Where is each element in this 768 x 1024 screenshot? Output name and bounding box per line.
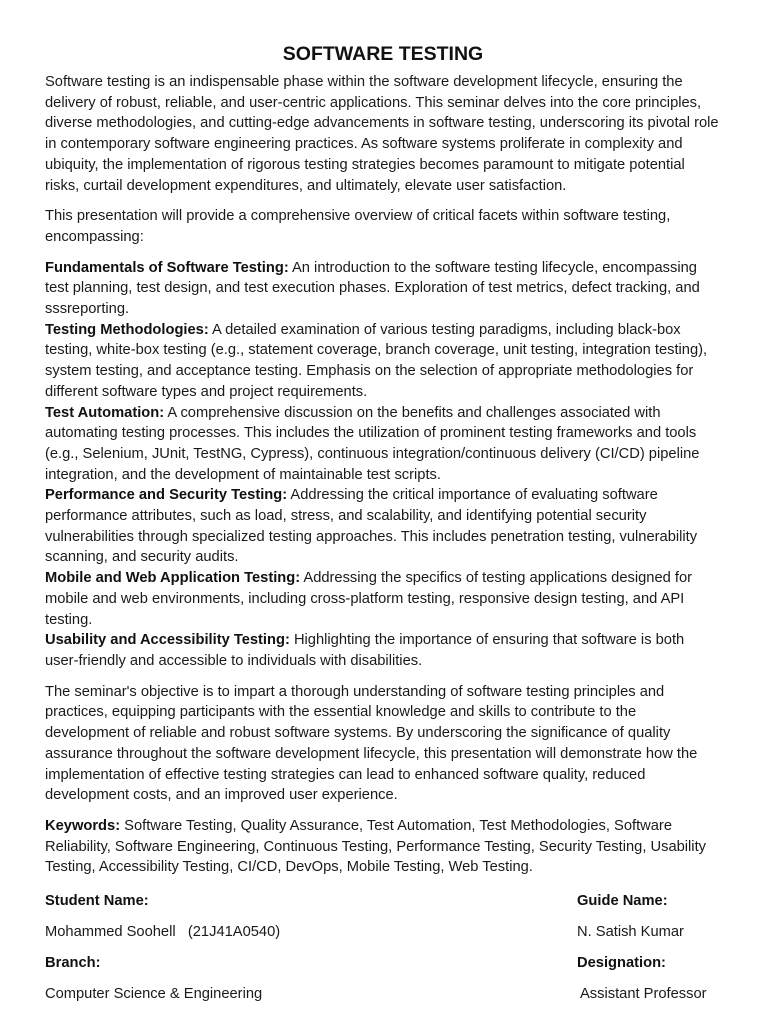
topic-heading: Mobile and Web Application Testing: xyxy=(45,570,301,587)
branch-value: Computer Science & Engineering xyxy=(45,986,263,1002)
topic-text: Addressing the specifics of testing applications designed for mobile and web environments, including cross-platform testing, responsive design testing, and API testing. xyxy=(45,570,693,628)
guide-name-value: N. Satish Kumar xyxy=(577,924,684,940)
topic-text: A detailed examination of various testing paradigms, including black-box testing, white-box testing (e.g., statement coverage, branch coverage, unit testing, integration testing), system testing, and acceptance testing. Emphasis on the selection of appropriate methodologies for different software types and project requirements. xyxy=(45,321,708,400)
topic-heading: Test Automation: xyxy=(45,404,165,421)
topic-item xyxy=(45,568,721,630)
student-name-value: Mohammed Soohell (21J41A0540) xyxy=(45,924,281,940)
topic-text: An introduction to the software testing lifecycle, encompassing test planning, test design, and test execution phases. Exploration of test metrics, defect tracking, and sssreporting. xyxy=(45,259,700,318)
designation-label: Designation: xyxy=(577,955,666,971)
student-name-label: Student Name: xyxy=(45,893,149,909)
topic-text: A comprehensive discussion on the benefits and challenges associated with automating testing processes. This includes the utilization of prominent testing frameworks and tools (e.g., Selenium, JUnit, TestNG, Cypress), continuous integration/continuous delivery (CI/CD) pipeline integration, and the development of maintainable test scripts. xyxy=(45,404,700,483)
topic-item xyxy=(45,403,721,486)
document-title: SOFTWARE TESTING xyxy=(282,43,484,65)
keywords-text: Software Testing, Quality Assurance, Test Automation, Test Methodologies, Software Reliability, Software Engineering, Continuous Testing, Performance Testing, Security Testing, Usability Testing, Accessibility Testing, CI/CD, DevOps, Mobile Testing, Web Testing. xyxy=(45,817,706,876)
topic-heading: Usability and Accessibility Testing: xyxy=(45,632,290,649)
topic-text: Highlighting the importance of ensuring that software is both user-friendly and accessible to individuals with disabilities. xyxy=(45,632,685,669)
topic-item xyxy=(45,258,721,320)
objective-paragraph: The seminar's objective is to impart a thorough understanding of software testing principles and practices, equipping participants with the essential knowledge and skills to contribute to the development of reliable and robust software systems. By underscoring the significance of quality assurance throughout the software development lifecycle, this presentation will demonstrate how the implementation of effective testing strategies can lead to enhanced software quality, reduced development costs, and an improved user experience. xyxy=(45,683,698,804)
keywords-label: Keywords: xyxy=(45,817,121,834)
document-body xyxy=(45,40,721,888)
topic-text: Addressing the critical importance of evaluating software performance attributes, such as load, stress, and scalability, and identifying potential security vulnerabilities through specialized testing approaches. This includes penetration testing, vulnerability scanning, and security audits. xyxy=(45,487,698,566)
intro-paragraph: Software testing is an indispensable phase within the software development lifecycle, ensuring the delivery of robust, reliable, and user-centric applications. This seminar delves into the core principles, diverse methodologies, and cutting-edge advancements in software testing, underscoring its pivotal role in contemporary software engineering practices. As software systems proliferate in complexity and ubiquity, the implementation of rigorous testing strategies becomes paramount to mitigate potential risks, curtail development expenditures, and ultimately, elevate user satisfaction. xyxy=(45,74,719,194)
guide-name-label: Guide Name: xyxy=(577,893,668,909)
topic-heading: Testing Methodologies: xyxy=(45,321,209,338)
topic-heading: Performance and Security Testing: xyxy=(45,487,288,504)
overview-paragraph: This presentation will provide a comprehensive overview of critical facets within software testing, encompassing: xyxy=(45,208,671,245)
topic-item xyxy=(45,320,721,403)
topic-item xyxy=(45,485,721,568)
topic-list xyxy=(45,258,721,672)
designation-value: Assistant Professor xyxy=(580,986,707,1002)
topic-item xyxy=(45,630,721,671)
topic-heading: Fundamentals of Software Testing: xyxy=(45,259,289,276)
branch-label: Branch: xyxy=(45,955,101,971)
keywords-paragraph xyxy=(45,816,721,878)
